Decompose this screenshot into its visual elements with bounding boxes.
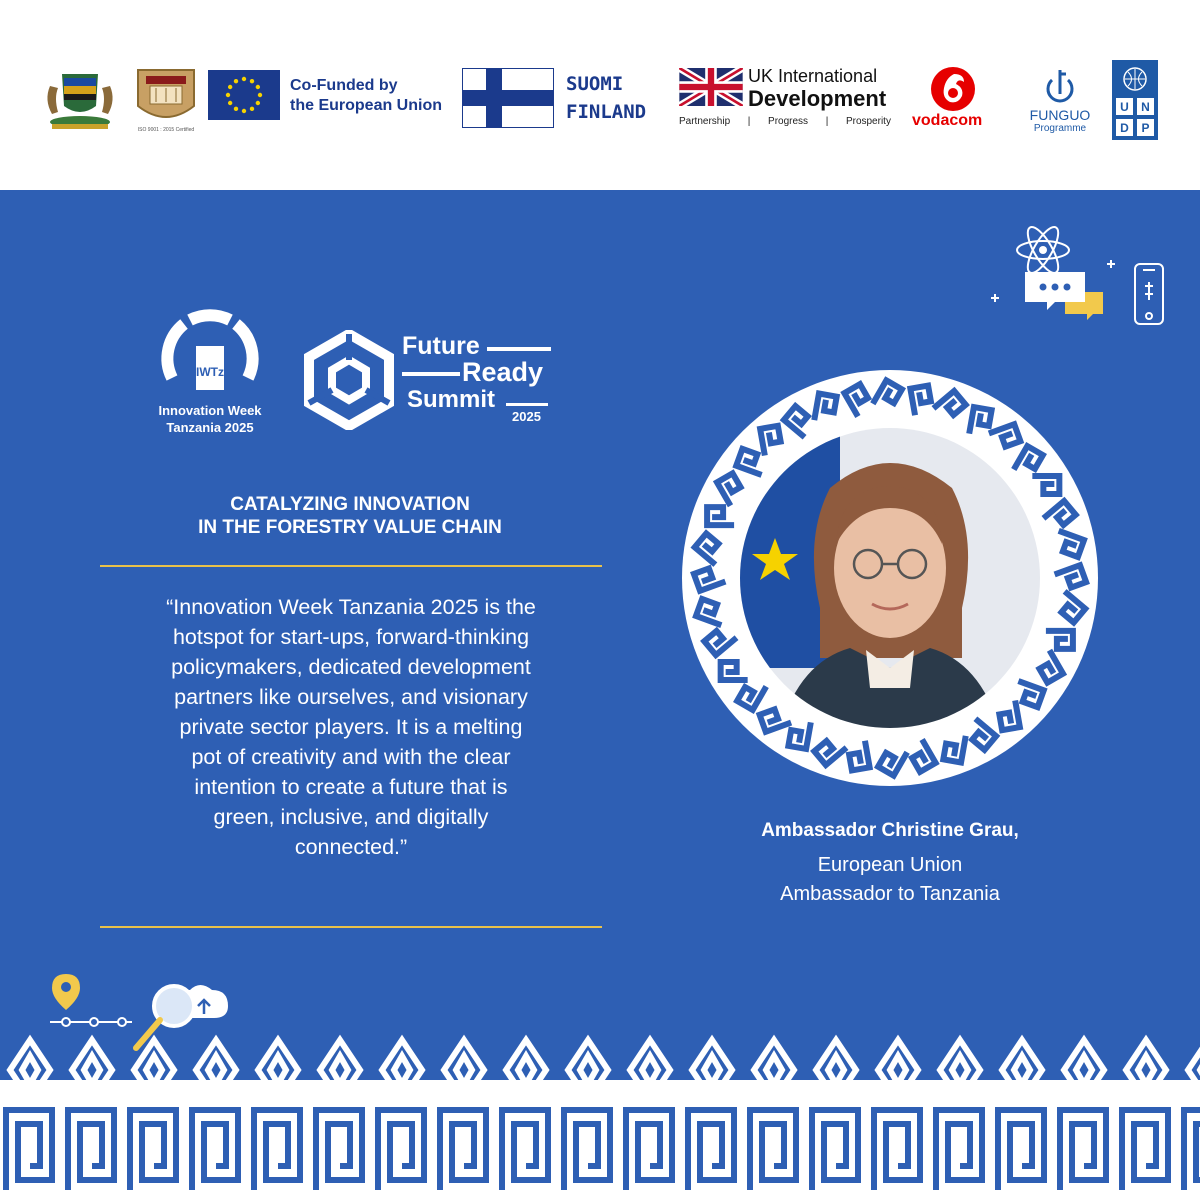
eu-flag-logo <box>208 70 280 120</box>
finland-line1: SUOMI <box>566 73 624 95</box>
uk-tag-separator: | <box>825 116 829 127</box>
uk-flag-logo <box>679 68 743 106</box>
finland-label <box>566 70 646 126</box>
vodacom-wordmark: vodacom <box>912 112 983 129</box>
iwtz-abbr: IWTz <box>196 365 224 379</box>
speaker-role-line1: European Union <box>817 854 963 876</box>
eu-label-line1: Co-Funded by <box>290 77 398 94</box>
main-panel <box>0 190 1200 1200</box>
quote-block <box>98 592 604 862</box>
divider-top <box>100 565 602 567</box>
iwtz-bulb-logo <box>158 302 262 402</box>
speaker-role <box>690 851 1090 909</box>
undp-logo <box>1112 60 1158 140</box>
quote-line: private sector players. It is a melting <box>179 715 523 739</box>
uk-label-line2: Development <box>748 86 887 111</box>
quote-line: partners like ourselves, and visionary <box>174 685 528 709</box>
undp-letter-d: D <box>1120 121 1129 135</box>
quote-line: hotspot for start-ups, forward-thinking <box>172 625 530 649</box>
quote-line: policymakers, dedicated development <box>171 655 531 679</box>
divider-bottom <box>100 926 602 928</box>
quote-line: “Innovation Week Tanzania 2025 is the <box>166 595 536 619</box>
uk-tagline <box>679 116 891 127</box>
eu-cofunded-label <box>290 76 442 116</box>
finland-flag-logo <box>462 68 554 128</box>
undp-letter-n: N <box>1141 100 1150 114</box>
eu-label-line2: the European Union <box>290 97 442 114</box>
undp-letter-p: P <box>1141 121 1150 135</box>
iwtz-line1: Innovation Week <box>158 403 262 418</box>
uk-tag-partnership: Partnership <box>679 116 731 127</box>
summit-word-ready: Ready <box>462 357 544 387</box>
finland-line2: FINLAND <box>566 101 647 123</box>
costech-logo <box>132 66 200 136</box>
tech-chat-phone-icon <box>985 220 1175 330</box>
headline-line2: IN THE FORESTRY VALUE CHAIN <box>198 517 502 538</box>
funguo-programme-label: Programme <box>1033 123 1087 134</box>
future-ready-summit-hex-logo <box>303 330 395 430</box>
uk-tag-separator: | <box>747 116 751 127</box>
summit-dash-2 <box>402 372 460 376</box>
vodacom-speechmark-icon <box>930 66 976 112</box>
funguo-key-icon <box>1040 66 1080 108</box>
speaker-portrait <box>680 368 1100 788</box>
speaker-role-line2: Ambassador to Tanzania <box>780 883 1000 905</box>
funguo-wordmark: FUNGUO <box>1029 107 1091 123</box>
decorative-pattern-border <box>0 1010 1200 1200</box>
headline <box>100 493 600 539</box>
uk-tag-prosperity: Prosperity <box>845 116 891 127</box>
uk-tag-progress: Progress <box>768 116 809 127</box>
summit-year: 2025 <box>512 409 541 424</box>
uk-label-line1: UK International <box>748 66 878 86</box>
sponsor-bar <box>0 0 1200 190</box>
tanzania-coat-of-arms-logo <box>40 66 120 132</box>
summit-dash-3 <box>506 403 548 406</box>
quote-line: intention to create a future that is <box>194 775 508 799</box>
headline-line1: CATALYZING INNOVATION <box>230 494 470 515</box>
undp-letter-u: U <box>1120 100 1129 114</box>
summit-word-future: Future <box>402 332 480 360</box>
quote-line: green, inclusive, and digitally <box>213 805 489 829</box>
speaker-name: Ambassador Christine Grau, <box>761 820 1019 841</box>
quote-line: connected.” <box>294 835 408 859</box>
quote-line: pot of creativity and with the clear <box>191 745 511 769</box>
summit-word-summit: Summit <box>407 386 496 413</box>
iwtz-title <box>140 402 280 436</box>
summit-dash-1 <box>487 347 551 351</box>
costech-certification: ISO 9001 : 2015 Certified <box>137 127 195 133</box>
iwtz-line2: Tanzania 2025 <box>166 420 254 435</box>
